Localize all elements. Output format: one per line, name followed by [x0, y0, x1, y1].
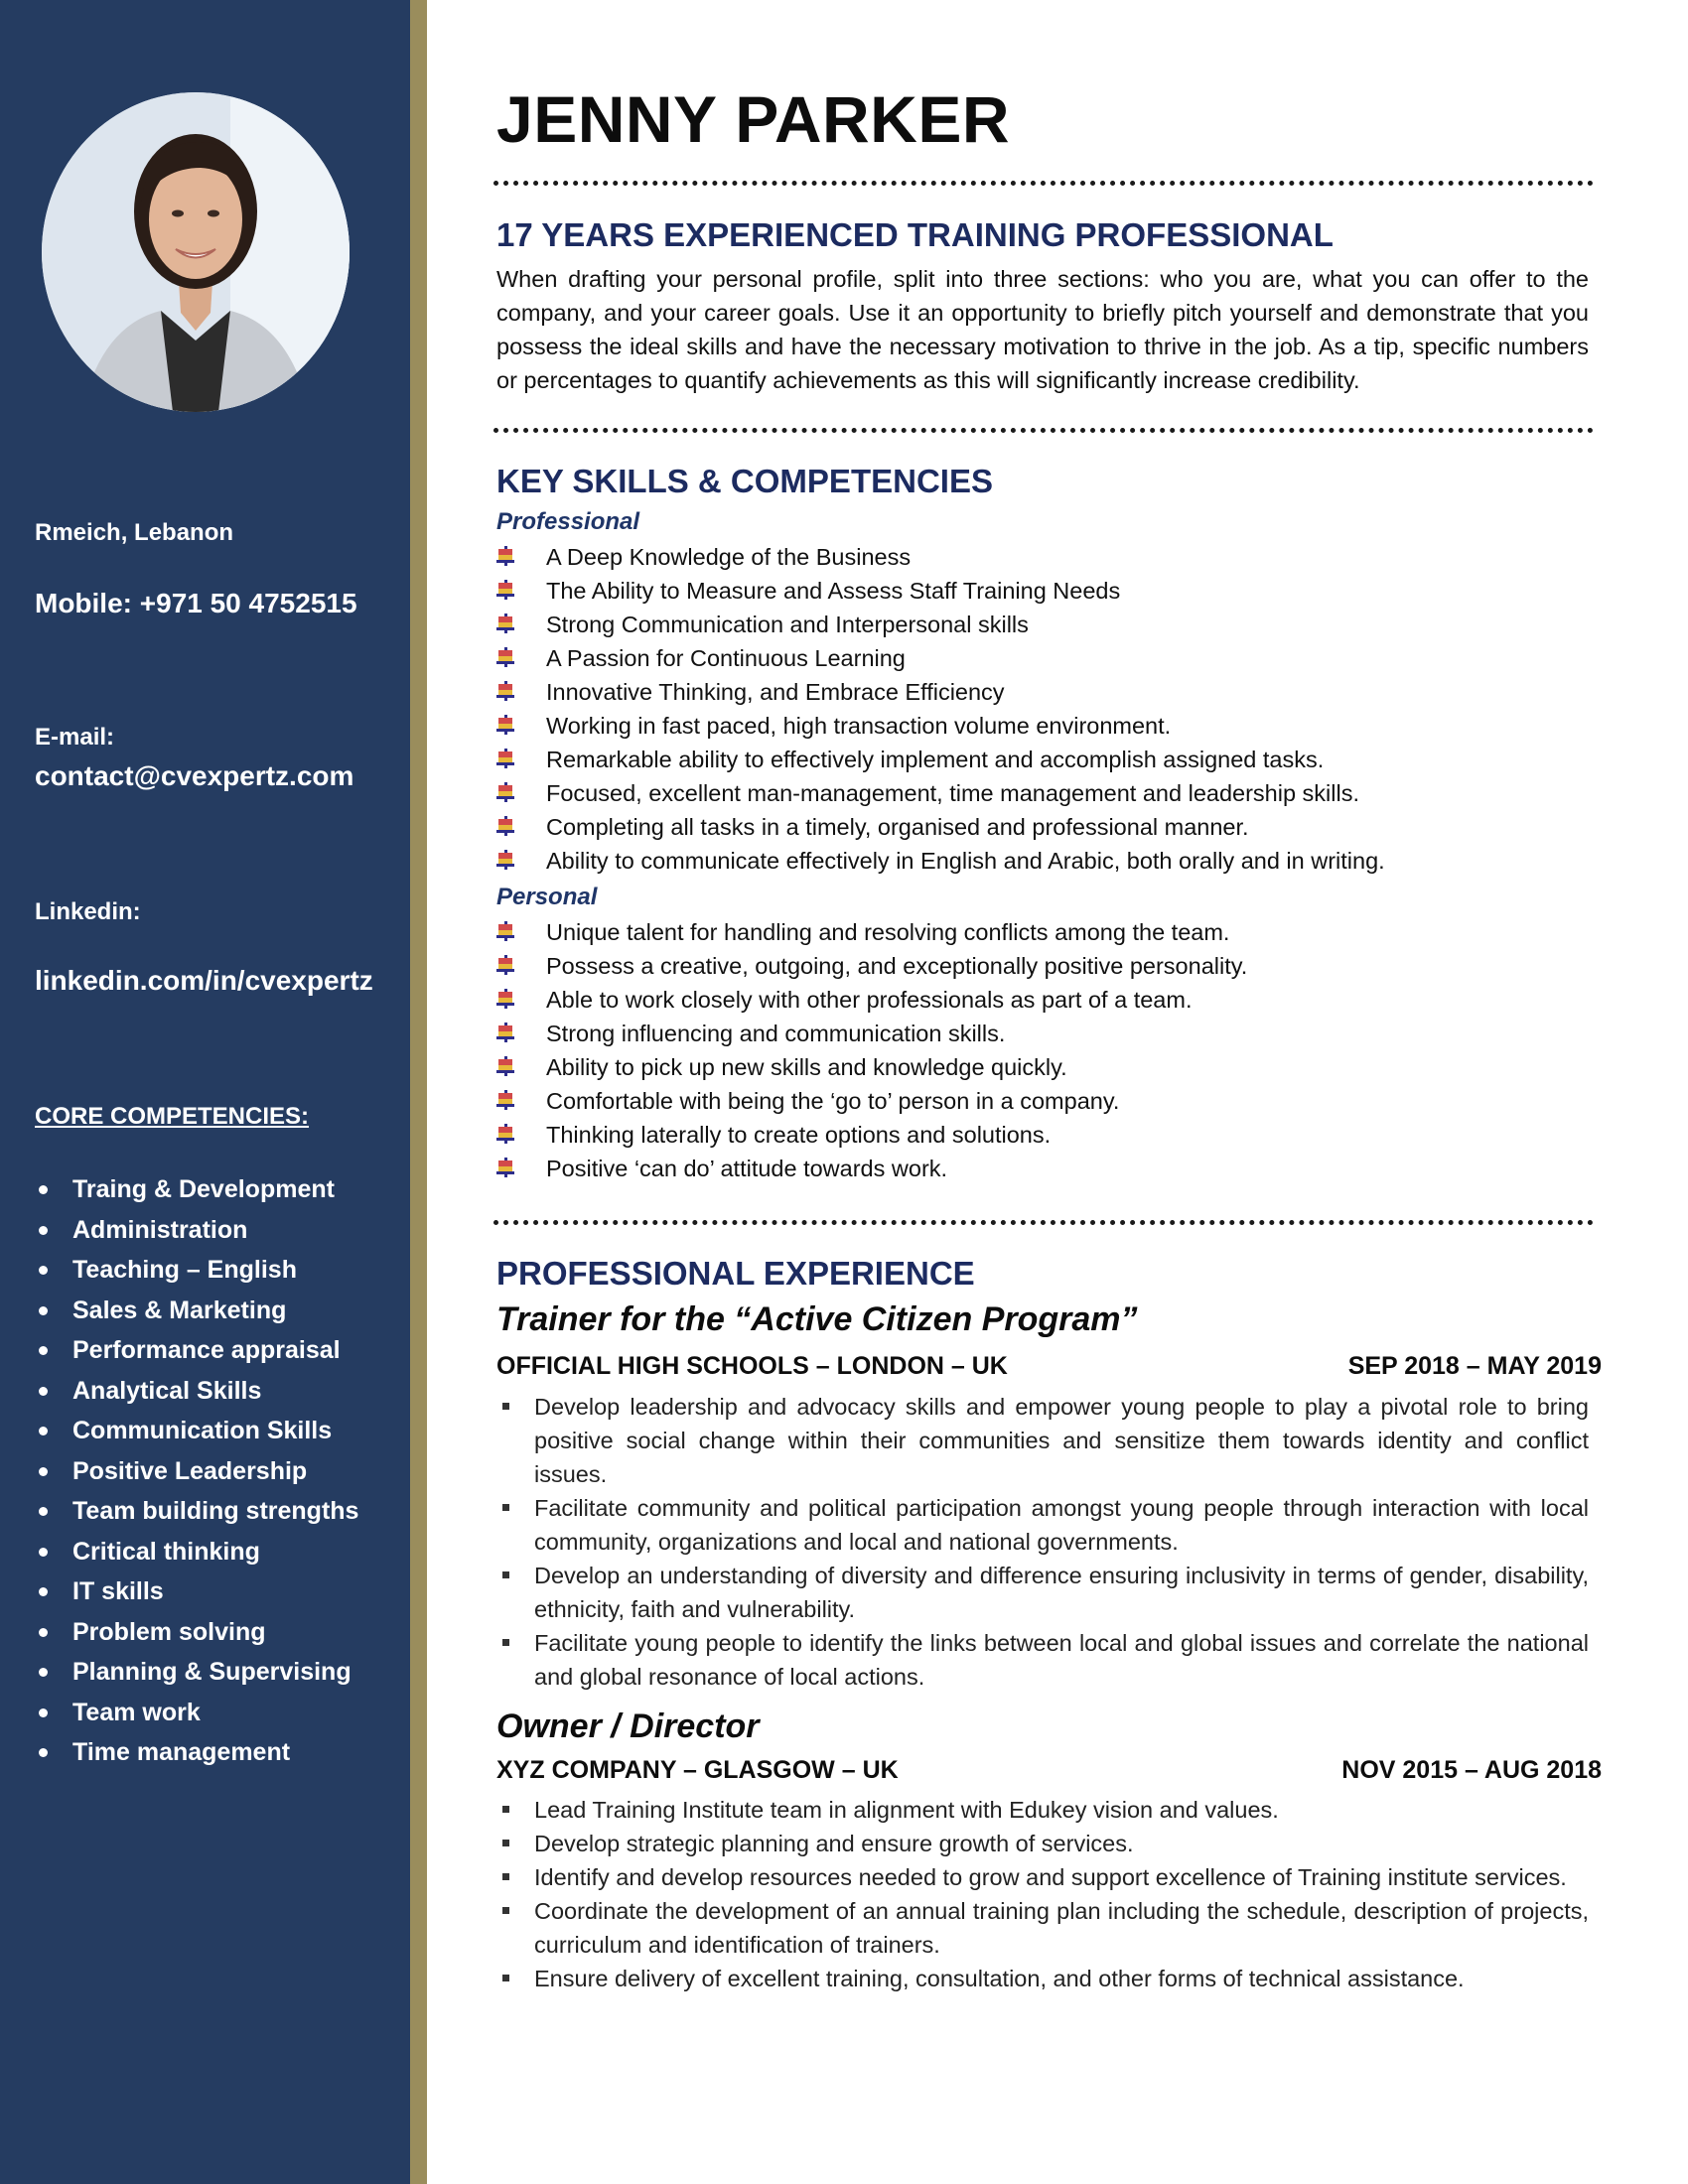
list-item: Ability to communicate effectively in English and Arabic, both orally and in writing. [496, 844, 1385, 878]
list-item: Ability to pick up new skills and knowledge quickly. [496, 1050, 1247, 1084]
flag-bullet-icon [496, 989, 516, 1009]
square-bullet-icon [502, 1639, 509, 1646]
list-item: Working in fast paced, high transaction volume environment. [496, 709, 1385, 743]
flag-bullet-icon [496, 580, 516, 600]
personal-skills-list [496, 915, 1247, 1185]
divider [493, 428, 1594, 433]
square-bullet-icon [502, 1873, 509, 1880]
bullet-icon [39, 1266, 48, 1275]
bullet-icon [39, 1387, 48, 1396]
list-item: Analytical Skills [35, 1371, 358, 1412]
list-item: Positive ‘can do’ attitude towards work. [496, 1152, 1247, 1185]
list-item: Traing & Development [35, 1169, 358, 1210]
list-item: Ensure delivery of excellent training, consultation, and other forms of technical assistance. [496, 1962, 1589, 1995]
list-item: Strong Communication and Interpersonal skills [496, 608, 1385, 641]
list-item: Develop an understanding of diversity and difference ensuring inclusivity in terms of gender, disability, ethnicity, faith and vulnerability. [496, 1559, 1589, 1626]
profile-summary: When drafting your personal profile, split into three sections: who you are, what you can offer to the company, and your career goals. Use it an opportunity to briefly pitch yourself and demonstrate that you possess the ideal skills and have the necessary motivation to thrive in the job. As a tip, specific numbers or percentages to quantify achievements as this will significantly increase credibility. [496, 266, 1589, 393]
list-item: A Passion for Continuous Learning [496, 641, 1385, 675]
list-item: Problem solving [35, 1612, 358, 1653]
flag-bullet-icon [496, 1158, 516, 1177]
divider [493, 181, 1594, 186]
flag-bullet-icon [496, 614, 516, 633]
bullet-icon [39, 1708, 48, 1717]
core-competencies-list [35, 1169, 358, 1773]
email-link[interactable]: contact@cvexpertz.com [35, 760, 354, 791]
profile-photo [42, 92, 350, 412]
person-portrait-icon [42, 92, 350, 412]
list-item: Coordinate the development of an annual training plan including the schedule, description of projects, curriculum and identification of trainers. [496, 1894, 1589, 1962]
flag-bullet-icon [496, 546, 516, 566]
mobile-text: Mobile: +971 50 4752515 [35, 588, 357, 618]
flag-bullet-icon [496, 715, 516, 735]
professional-label: Professional [496, 508, 640, 535]
bullet-icon [39, 1748, 48, 1757]
professional-skills-list [496, 540, 1385, 878]
list-item: Teaching – English [35, 1250, 358, 1291]
job-duties-list [496, 1390, 1589, 1694]
flag-bullet-icon [496, 955, 516, 975]
list-item: Sales & Marketing [35, 1291, 358, 1331]
job-meta [496, 1352, 1602, 1381]
square-bullet-icon [502, 1975, 509, 1981]
list-item: Administration [35, 1210, 358, 1251]
job-duties-list [496, 1793, 1589, 1995]
flag-bullet-icon [496, 850, 516, 870]
job-title: Owner / Director [496, 1707, 760, 1745]
job-title: Trainer for the “Active Citizen Program” [496, 1300, 1138, 1338]
job-dates: NOV 2015 – AUG 2018 [1341, 1756, 1602, 1784]
list-item: Develop strategic planning and ensure growth of services. [496, 1827, 1589, 1860]
page-title: JENNY PARKER [496, 82, 1011, 156]
flag-bullet-icon [496, 921, 516, 941]
list-item: Focused, excellent man-management, time management and leadership skills. [496, 776, 1385, 810]
list-item: Possess a creative, outgoing, and exceptionally positive personality. [496, 949, 1247, 983]
accent-stripe [410, 0, 427, 2184]
skills-title: KEY SKILLS & COMPETENCIES [496, 463, 993, 499]
job-meta [496, 1756, 1602, 1785]
square-bullet-icon [502, 1504, 509, 1511]
list-item: Facilitate community and political participation amongst young people through interaction with local community, organizations and local and national governments. [496, 1491, 1589, 1559]
list-item: Thinking laterally to create options and solutions. [496, 1118, 1247, 1152]
square-bullet-icon [502, 1806, 509, 1813]
linkedin-label: Linkedin: [35, 898, 141, 925]
divider [493, 1220, 1594, 1225]
list-item: The Ability to Measure and Assess Staff Training Needs [496, 574, 1385, 608]
experience-title: PROFESSIONAL EXPERIENCE [496, 1255, 975, 1292]
flag-bullet-icon [496, 1056, 516, 1076]
bullet-icon [39, 1346, 48, 1355]
square-bullet-icon [502, 1403, 509, 1410]
list-item: Critical thinking [35, 1532, 358, 1572]
bullet-icon [39, 1548, 48, 1557]
list-item: Completing all tasks in a timely, organised and professional manner. [496, 810, 1385, 844]
list-item: Innovative Thinking, and Embrace Efficiency [496, 675, 1385, 709]
list-item: Strong influencing and communication skills. [496, 1017, 1247, 1050]
flag-bullet-icon [496, 1023, 516, 1042]
list-item: Lead Training Institute team in alignment with Edukey vision and values. [496, 1793, 1589, 1827]
core-competencies-title: CORE COMPETENCIES: [35, 1103, 310, 1130]
list-item: Team work [35, 1693, 358, 1733]
bullet-icon [39, 1587, 48, 1596]
flag-bullet-icon [496, 749, 516, 768]
flag-bullet-icon [496, 681, 516, 701]
list-item: Facilitate young people to identify the links between local and global issues and correlate the national and global resonance of local actions. [496, 1626, 1589, 1694]
bullet-icon [39, 1185, 48, 1194]
list-item: Time management [35, 1732, 358, 1773]
list-item: Identify and develop resources needed to grow and support excellence of Training institute services. [496, 1860, 1589, 1894]
list-item: Unique talent for handling and resolving conflicts among the team. [496, 915, 1247, 949]
bullet-icon [39, 1226, 48, 1235]
bullet-icon [39, 1467, 48, 1476]
list-item: Planning & Supervising [35, 1652, 358, 1693]
list-item: Performance appraisal [35, 1330, 358, 1371]
employer: XYZ COMPANY – GLASGOW – UK [496, 1756, 899, 1784]
flag-bullet-icon [496, 816, 516, 836]
square-bullet-icon [502, 1907, 509, 1914]
list-item: IT skills [35, 1571, 358, 1612]
email-label: E-mail: [35, 724, 115, 751]
flag-bullet-icon [496, 1090, 516, 1110]
list-item: Team building strengths [35, 1491, 358, 1532]
flag-bullet-icon [496, 647, 516, 667]
flag-bullet-icon [496, 1124, 516, 1144]
list-item: Remarkable ability to effectively implement and accomplish assigned tasks. [496, 743, 1385, 776]
job-dates: SEP 2018 – MAY 2019 [1347, 1352, 1602, 1380]
list-item: Comfortable with being the ‘go to’ person in a company. [496, 1084, 1247, 1118]
list-item: Communication Skills [35, 1411, 358, 1451]
list-item: Develop leadership and advocacy skills and empower young people to play a pivotal role to bring positive social change within their communities and sensitize them towards identity and conflict issues. [496, 1390, 1589, 1491]
square-bullet-icon [502, 1571, 509, 1578]
square-bullet-icon [502, 1840, 509, 1846]
location-text: Rmeich, Lebanon [35, 519, 234, 546]
bullet-icon [39, 1668, 48, 1677]
personal-label: Personal [496, 884, 598, 910]
list-item: A Deep Knowledge of the Business [496, 540, 1385, 574]
profile-title: 17 YEARS EXPERIENCED TRAINING PROFESSIONAL [496, 216, 1334, 253]
list-item: Positive Leadership [35, 1451, 358, 1492]
bullet-icon [39, 1427, 48, 1435]
bullet-icon [39, 1306, 48, 1315]
list-item: Able to work closely with other professionals as part of a team. [496, 983, 1247, 1017]
flag-bullet-icon [496, 782, 516, 802]
bullet-icon [39, 1507, 48, 1516]
employer: OFFICIAL HIGH SCHOOLS – LONDON – UK [496, 1352, 1008, 1380]
bullet-icon [39, 1628, 48, 1637]
linkedin-link[interactable]: linkedin.com/in/cvexpertz [35, 965, 373, 996]
